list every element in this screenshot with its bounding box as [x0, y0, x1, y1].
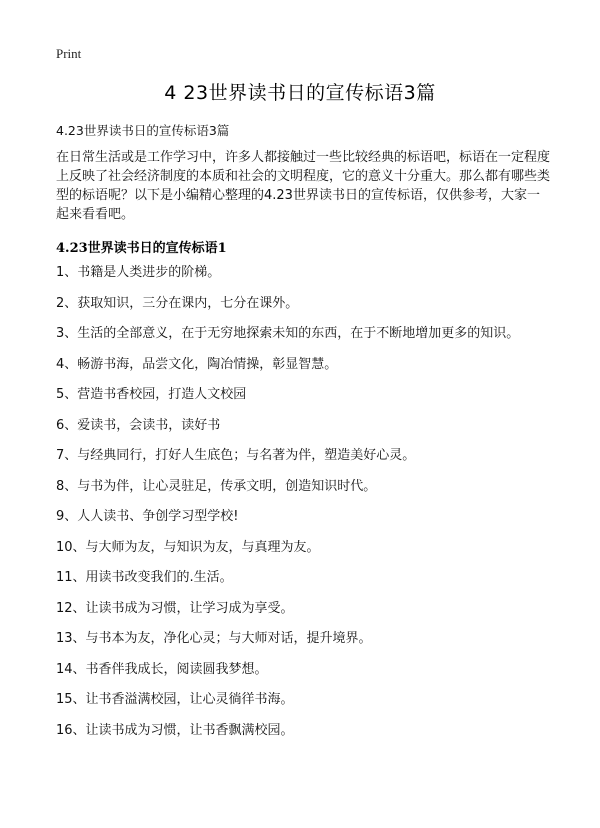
intro-paragraph: 在日常生活或是工作学习中，许多人都接触过一些比较经典的标语吧，标语在一定程度上反映了社会经济制度的本质和社会的文明程度，它的意义十分重大。那么都有哪些类型的标语呢？以下是小编精心整理的4.23世界读书日的宣传标语，仅供参考，大家一起来看看吧。 — [56, 150, 551, 222]
list-item: 16、让读书成为习惯，让书香飘满校园。 — [56, 722, 294, 738]
list-item: 13、与书本为友，净化心灵；与大师对话，提升境界。 — [56, 631, 372, 646]
list-item: 12、让读书成为习惯，让学习成为享受。 — [56, 600, 294, 616]
section-heading: 4.23世界读书日的宣传标语1 — [56, 241, 227, 256]
list-item: 2、获取知识，三分在课内，七分在课外。 — [56, 295, 299, 311]
slogan-list — [56, 264, 576, 752]
list-item: 4、畅游书海，品尝文化，陶冶情操，彰显智慧。 — [56, 356, 338, 372]
list-item: 14、书香伴我成长，阅读圆我梦想。 — [56, 661, 268, 677]
list-item: 9、人人读书、争创学习型学校! — [56, 509, 239, 524]
list-item: 15、让书香溢满校园，让心灵徜徉书海。 — [56, 692, 294, 707]
list-item: 5、营造书香校园，打造人文校园 — [56, 387, 247, 402]
list-item: 8、与书为伴，让心灵驻足，传承文明，创造知识时代。 — [56, 478, 377, 494]
list-item: 7、与经典同行，打好人生底色；与名著为伴，塑造美好心灵。 — [56, 448, 416, 463]
list-item: 11、用读书改变我们的.生活。 — [56, 570, 233, 585]
page-title: 4 23世界读书日的宣传标语3篇 — [164, 82, 436, 104]
list-item: 6、爱读书，会读书，读好书 — [56, 417, 221, 433]
document-subtitle: 4.23世界读书日的宣传标语3篇 — [56, 123, 230, 138]
list-item: 1、书籍是人类进步的阶梯。 — [56, 265, 221, 280]
list-item: 3、生活的全部意义，在于无穷地探索未知的东西，在于不断地增加更多的知识。 — [56, 326, 520, 341]
print-link[interactable]: Print — [56, 46, 82, 61]
list-item: 10、与大师为友，与知识为友，与真理为友。 — [56, 539, 320, 555]
